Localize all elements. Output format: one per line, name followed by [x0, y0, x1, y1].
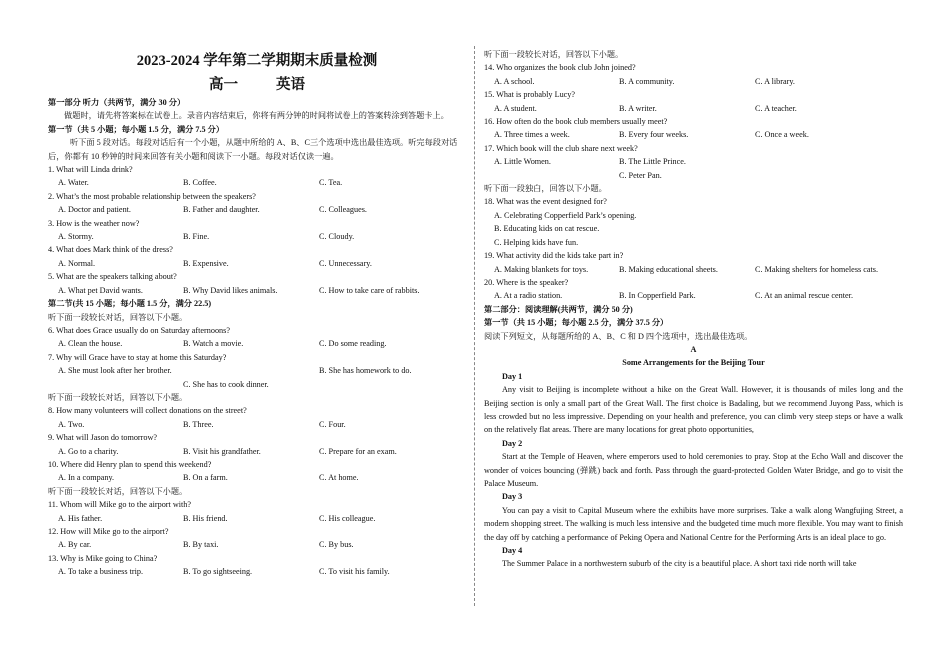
listen-long-instruction: 听下面一段较长对话，回答以下小题。 — [48, 392, 188, 402]
option-b: B. Every four weeks. — [619, 130, 689, 140]
options-row — [48, 257, 466, 270]
day-heading: Day 2 — [502, 438, 523, 448]
left-column — [48, 0, 466, 579]
options-row — [484, 289, 903, 302]
options-row — [48, 445, 466, 458]
options-row — [48, 364, 466, 377]
part1-section2-heading: 第二节(共 15 小题；每小题 1.5 分，满分 22.5) — [48, 299, 212, 309]
part2-heading: 第二部分：阅读理解(共两节，满分 50 分) — [484, 304, 633, 314]
options-row — [484, 169, 903, 182]
question-block — [48, 163, 466, 190]
question-text: 9. What will Jason do tomorrow? — [48, 433, 157, 443]
day-paragraph: Any visit to Beijing is incomplete without a hike on the Great Wall. However, it is thousands of miles long and the Beijing section is only a small part of the Great Wall. The first choice is Badaling, but we recommend Juyong Pass, which is less crowded but no less impressive. Depending on your health and preference, you can climb very steep steps or have a walk on the relatively flat areas. There are many locations for great photo opportunities, — [484, 385, 903, 435]
option-b: B. Why David likes animals. — [183, 285, 278, 295]
option-b: B. Fine. — [183, 232, 210, 242]
question-text: 12. How will Mike go to the airport? — [48, 527, 169, 536]
options-row — [48, 378, 466, 391]
option-b: B. A writer. — [619, 103, 657, 113]
question-block — [48, 552, 466, 579]
option-c: C. A teacher. — [755, 103, 797, 113]
question-block — [48, 217, 466, 244]
question-block — [484, 61, 903, 88]
option-a: A. A school. — [494, 76, 535, 86]
option-a: A. Doctor and patient. — [58, 205, 131, 215]
option-c: C. Do some reading. — [319, 339, 387, 349]
option-b: B. Educating kids on cat rescue. — [494, 224, 600, 234]
option-b: B. Three. — [183, 419, 214, 429]
listen-long-instruction: 听下面一段较长对话，回答以下小题。 — [48, 312, 188, 322]
option-a: A. At a radio station. — [494, 291, 563, 301]
part1-heading: 第一部分 听力（共两节，满分 30 分） — [48, 98, 186, 107]
option-a: A. She must look after her brother. — [58, 366, 172, 376]
option-b: B. His friend. — [183, 513, 228, 523]
option-c: C. At home. — [319, 473, 359, 483]
question-block — [48, 404, 466, 431]
option-a: A. To take a business trip. — [58, 567, 144, 577]
option-b: B. A community. — [619, 76, 675, 86]
option-a: A. Two. — [58, 419, 85, 429]
options-row — [48, 203, 466, 216]
part1-section1-heading: 第一节（共 5 小题；每小题 1.5 分，满分 7.5 分） — [48, 124, 225, 134]
options-row — [48, 512, 466, 525]
question-text: 13. Why is Mike going to China? — [48, 553, 158, 563]
option-c: C. His colleague. — [319, 513, 376, 523]
day-paragraph: Start at the Temple of Heaven, where emperors used to hold ceremonies to pray. Stop at the Echo Wall and discover the wonder of voices bouncing (弹跳) back and forth. Pass through the guard-protected Golden Water Bridge, and go to visit the Palace Museum. — [484, 452, 903, 488]
options-row — [48, 471, 466, 484]
question-text: 3. How is the weather now? — [48, 218, 140, 228]
option-a: A. His father. — [58, 513, 103, 523]
option-a: A. By car. — [58, 540, 92, 550]
option-a: A. A student. — [494, 103, 537, 113]
options-row — [48, 538, 466, 551]
option-c: C. Four. — [319, 419, 346, 429]
question-text: 14. Who organizes the book club John joined? — [484, 63, 636, 73]
question-block — [48, 190, 466, 217]
part1-instructions: 做题时，请先将答案标在试卷上。录音内容结束后，你将有两分钟的时间将试卷上的答案转涂到答题卡上。 — [64, 111, 449, 121]
option-c: C. Colleagues. — [319, 205, 367, 215]
option-a: A. In a company. — [58, 473, 115, 483]
day-heading: Day 4 — [502, 546, 523, 556]
part1-section1-instructions: 听下面 5 段对话。每段对话后有一个小题，从题中所给的 A、B、C三个选项中选出最佳选项。听完每段对话后，你都有 10 秒钟的时间来回答有关小题和阅读下一小题。每段对话仅读一遍。 — [48, 138, 458, 161]
option-c: C. Helping kids have fun. — [494, 237, 579, 247]
passage-letter: A — [690, 344, 697, 354]
question-block — [48, 243, 466, 270]
listen-long-instruction: 听下面一段较长对话，回答以下小题。 — [484, 50, 624, 59]
question-block — [48, 458, 466, 485]
question-block — [484, 142, 903, 182]
option-c: C. How to take care of rabbits. — [319, 285, 420, 295]
exam-title: 2023-2024 学年第二学期期末质量检测 — [136, 53, 378, 69]
question-text: 5. What are the speakers talking about? — [48, 272, 177, 282]
right-column — [484, 48, 903, 571]
option-c: C. To visit his family. — [319, 567, 390, 577]
question-text: 1. What will Linda drink? — [48, 165, 133, 175]
option-b: B. On a farm. — [183, 473, 228, 483]
option-c: C. Making shelters for homeless cats. — [755, 264, 879, 274]
option-c: C. At an animal rescue center. — [755, 291, 853, 301]
grade-subject — [48, 75, 466, 95]
question-text: 11. Whom will Mike go to the airport with? — [48, 500, 192, 510]
day-paragraph: You can pay a visit to Capital Museum where the exhibits have more surprises. Take a walk along Wangfujing Street, a modern shopping street. The walking is much less intensive and the budgeted time much more flexible. You may want to finish the day off by catching a performance of Peking Opera and National Centre for the Performing Arts is an ideal place to go. — [484, 505, 903, 542]
option-c: C. A library. — [755, 76, 795, 86]
option-a: A. Little Women. — [494, 157, 551, 167]
option-a: A. Water. — [58, 178, 89, 188]
options-row — [48, 418, 466, 431]
day-heading: Day 1 — [502, 371, 523, 381]
question-block — [484, 115, 903, 142]
option-b: B. She has homework to do. — [319, 366, 412, 376]
subject-label: 英语 — [276, 77, 305, 93]
question-text: 6. What does Grace usually do on Saturday afternoons? — [48, 325, 230, 335]
question-text: 8. How many volunteers will collect donations on the street? — [48, 406, 247, 416]
option-c: C. Unnecessary. — [319, 258, 372, 268]
question-text: 19. What activity did the kids take part in? — [484, 251, 624, 261]
option-b: B. Making educational sheets. — [619, 264, 718, 274]
options-row — [484, 155, 903, 168]
option-b: B. Father and daughter. — [183, 205, 260, 215]
options-row — [484, 263, 903, 276]
option-a: A. Celebrating Copperfield Park’s opening. — [494, 210, 637, 220]
option-b: B. The Little Prince. — [619, 157, 686, 167]
options-row — [48, 176, 466, 189]
option-b: B. In Copperfield Park. — [619, 291, 696, 301]
option-c: C. Cloudy. — [319, 232, 355, 242]
question-text: 15. What is probably Lucy? — [484, 90, 576, 100]
option-a: A. Normal. — [58, 258, 96, 268]
option-c: C. She has to cook dinner. — [183, 379, 269, 389]
question-block — [48, 351, 466, 391]
listen-monologue-instruction: 听下面一段独白，回答以下小题。 — [484, 184, 607, 194]
part2-section1-heading: 第一节（共 15 小题；每小题 2.5 分，满分 37.5 分） — [484, 318, 669, 328]
option-a: A. Three times a week. — [494, 130, 570, 140]
question-block — [484, 88, 903, 115]
option-a: A. Stormy. — [58, 232, 94, 242]
options-row — [48, 284, 466, 297]
option-b: B. Coffee. — [183, 178, 217, 188]
question-block — [48, 324, 466, 351]
grade-label: 高一 — [209, 77, 238, 93]
question-block — [48, 498, 466, 525]
question-text: 16. How often do the book club members usually meet? — [484, 117, 668, 127]
options-row — [48, 565, 466, 578]
question-block — [48, 270, 466, 297]
day-heading: Day 3 — [502, 492, 523, 502]
question-block — [484, 276, 903, 303]
options-row — [484, 102, 903, 115]
question-text: 17. Which book will the club share next week? — [484, 143, 638, 153]
option-c: C. Prepare for an exam. — [319, 446, 397, 456]
option-a: A. Go to a charity. — [58, 446, 119, 456]
question-text: 2. What’s the most probable relationship between the speakers? — [48, 191, 256, 201]
question-block — [484, 249, 903, 276]
option-c: C. Once a week. — [755, 130, 809, 140]
option-c: C. Peter Pan. — [619, 170, 662, 180]
question-text: 20. Where is the speaker? — [484, 277, 569, 287]
options-row — [48, 230, 466, 243]
listen-long-instruction: 听下面一段较长对话，回答以下小题。 — [48, 486, 188, 496]
part2-instructions: 阅读下列短文，从每题所给的 A、B、C 和 D 四个选项中，选出最佳选项。 — [484, 331, 753, 341]
option-b: B. Watch a movie. — [183, 339, 244, 349]
column-divider — [474, 46, 475, 606]
option-c: C. By bus. — [319, 540, 354, 550]
passage-title: Some Arrangements for the Beijing Tour — [622, 358, 765, 368]
option-b: B. Expensive. — [183, 258, 229, 268]
question-block — [484, 195, 903, 249]
question-text: 7. Why will Grace have to stay at home this Saturday? — [48, 352, 227, 362]
question-block — [48, 431, 466, 458]
option-a: A. What pet David wants. — [58, 285, 143, 295]
option-b: B. To go sightseeing. — [183, 567, 253, 577]
day-paragraph: The Summer Palace in a northwestern suburb of the city is a beautiful place. A short taxi ride north will take — [502, 559, 857, 569]
option-b: B. By taxi. — [183, 540, 219, 550]
options-row — [484, 128, 903, 141]
question-text: 10. Where did Henry plan to spend this weekend? — [48, 459, 212, 469]
options-row — [48, 337, 466, 350]
question-text: 4. What does Mark think of the dress? — [48, 245, 173, 255]
question-text: 18. What was the event designed for? — [484, 197, 607, 207]
options-row — [484, 75, 903, 88]
option-b: B. Visit his grandfather. — [183, 446, 261, 456]
option-a: A. Making blankets for toys. — [494, 264, 589, 274]
option-c: C. Tea. — [319, 178, 343, 188]
question-block — [48, 525, 466, 552]
option-a: A. Clean the house. — [58, 339, 123, 349]
